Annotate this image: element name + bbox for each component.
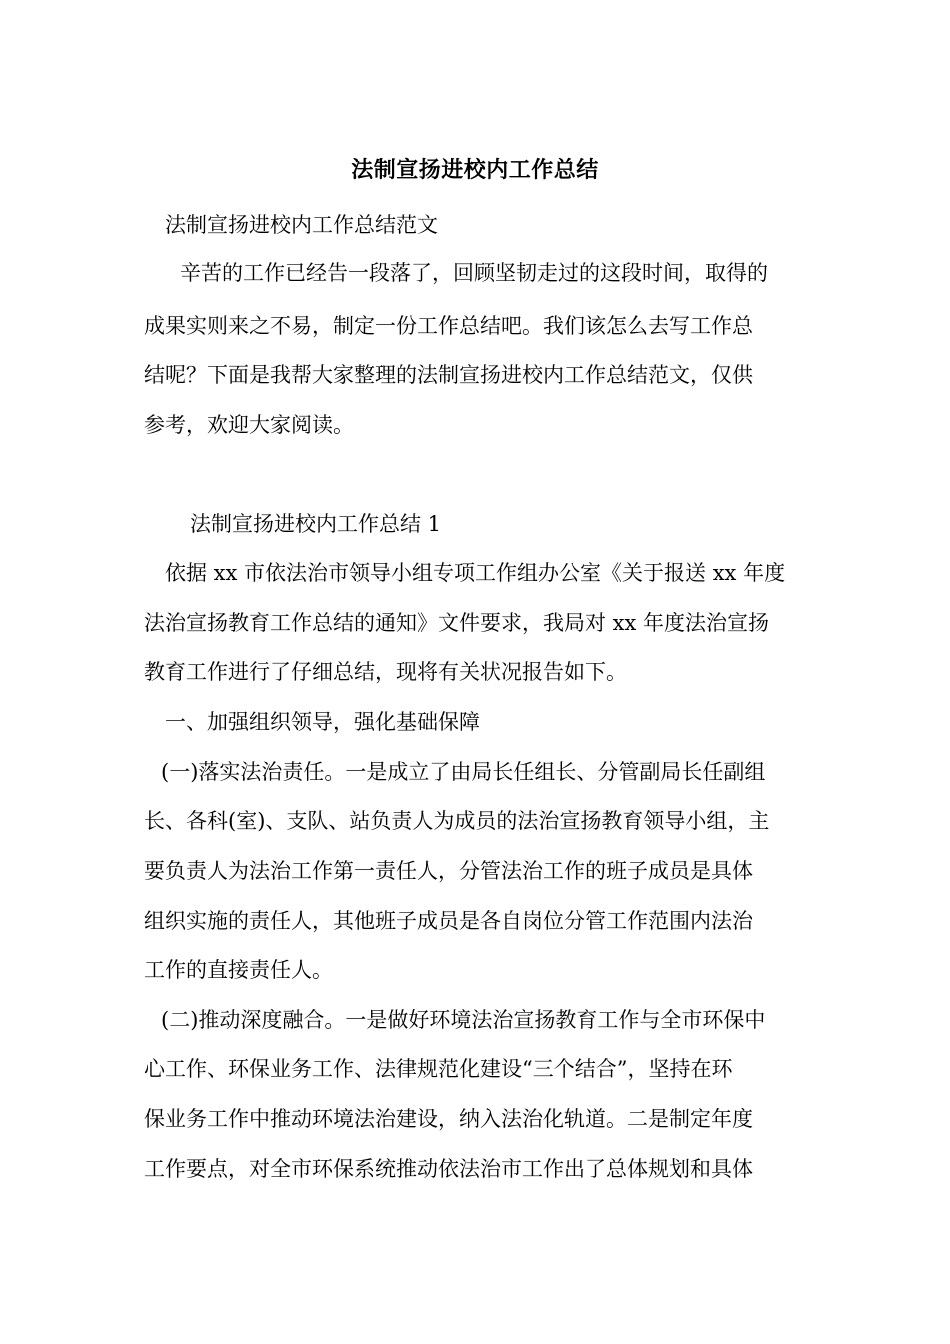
paragraph-line: 保业务工作中推动环境法治建设，纳入法治化轨道。二是制定年度 <box>144 1107 753 1131</box>
paragraph-line: (一)落实法治责任。一是成立了由局长任组长、分管副局长任副组 <box>161 760 766 784</box>
paragraph-line: 教育工作进行了仔细总结，现将有关状况报告如下。 <box>144 660 627 684</box>
paragraph-line: 要负责人为法治工作第一责任人，分管法治工作的班子成员是具体 <box>144 859 753 883</box>
paragraph-line: 组织实施的责任人，其他班子成员是各自岗位分管工作范围内法治 <box>144 909 753 933</box>
section-heading: 法制宣扬进校内工作总结 1 <box>190 512 442 536</box>
subtitle-line: 法制宣扬进校内工作总结范文 <box>165 213 438 237</box>
paragraph-line: 工作要点，对全市环保系统推动依法治市工作出了总体规划和具体 <box>144 1157 753 1181</box>
paragraph-line: 结呢？下面是我帮大家整理的法制宣扬进校内工作总结范文，仅供 <box>144 363 753 387</box>
paragraph-line: 参考，欢迎大家阅读。 <box>144 413 354 437</box>
paragraph-line: 长、各科(室)、支队、站负责人为成员的法治宣扬教育领导小组，主 <box>144 809 770 833</box>
paragraph-line: 辛苦的工作已经告一段落了，回顾坚韧走过的这段时间，取得的 <box>180 261 768 285</box>
document-title: 法制宣扬进校内工作总结 <box>351 157 599 183</box>
paragraph-line: (二)推动深度融合。一是做好环境法治宣扬教育工作与全市环保中 <box>161 1008 766 1032</box>
paragraph-line: 工作的直接责任人。 <box>144 958 333 982</box>
paragraph-line: 依据 xx 市依法治市领导小组专项工作组办公室《关于报送 xx 年度 <box>165 561 786 585</box>
paragraph-line: 成果实则来之不易，制定一份工作总结吧。我们该怎么去写工作总 <box>144 314 753 338</box>
paragraph-line: 心工作、环保业务工作、法律规范化建设“三个结合”，坚持在环 <box>144 1057 733 1081</box>
paragraph-line: 法治宣扬教育工作总结的通知》文件要求，我局对 xx 年度法治宣扬 <box>144 611 770 635</box>
subsection-heading: 一、加强组织领导，强化基础保障 <box>165 710 480 734</box>
